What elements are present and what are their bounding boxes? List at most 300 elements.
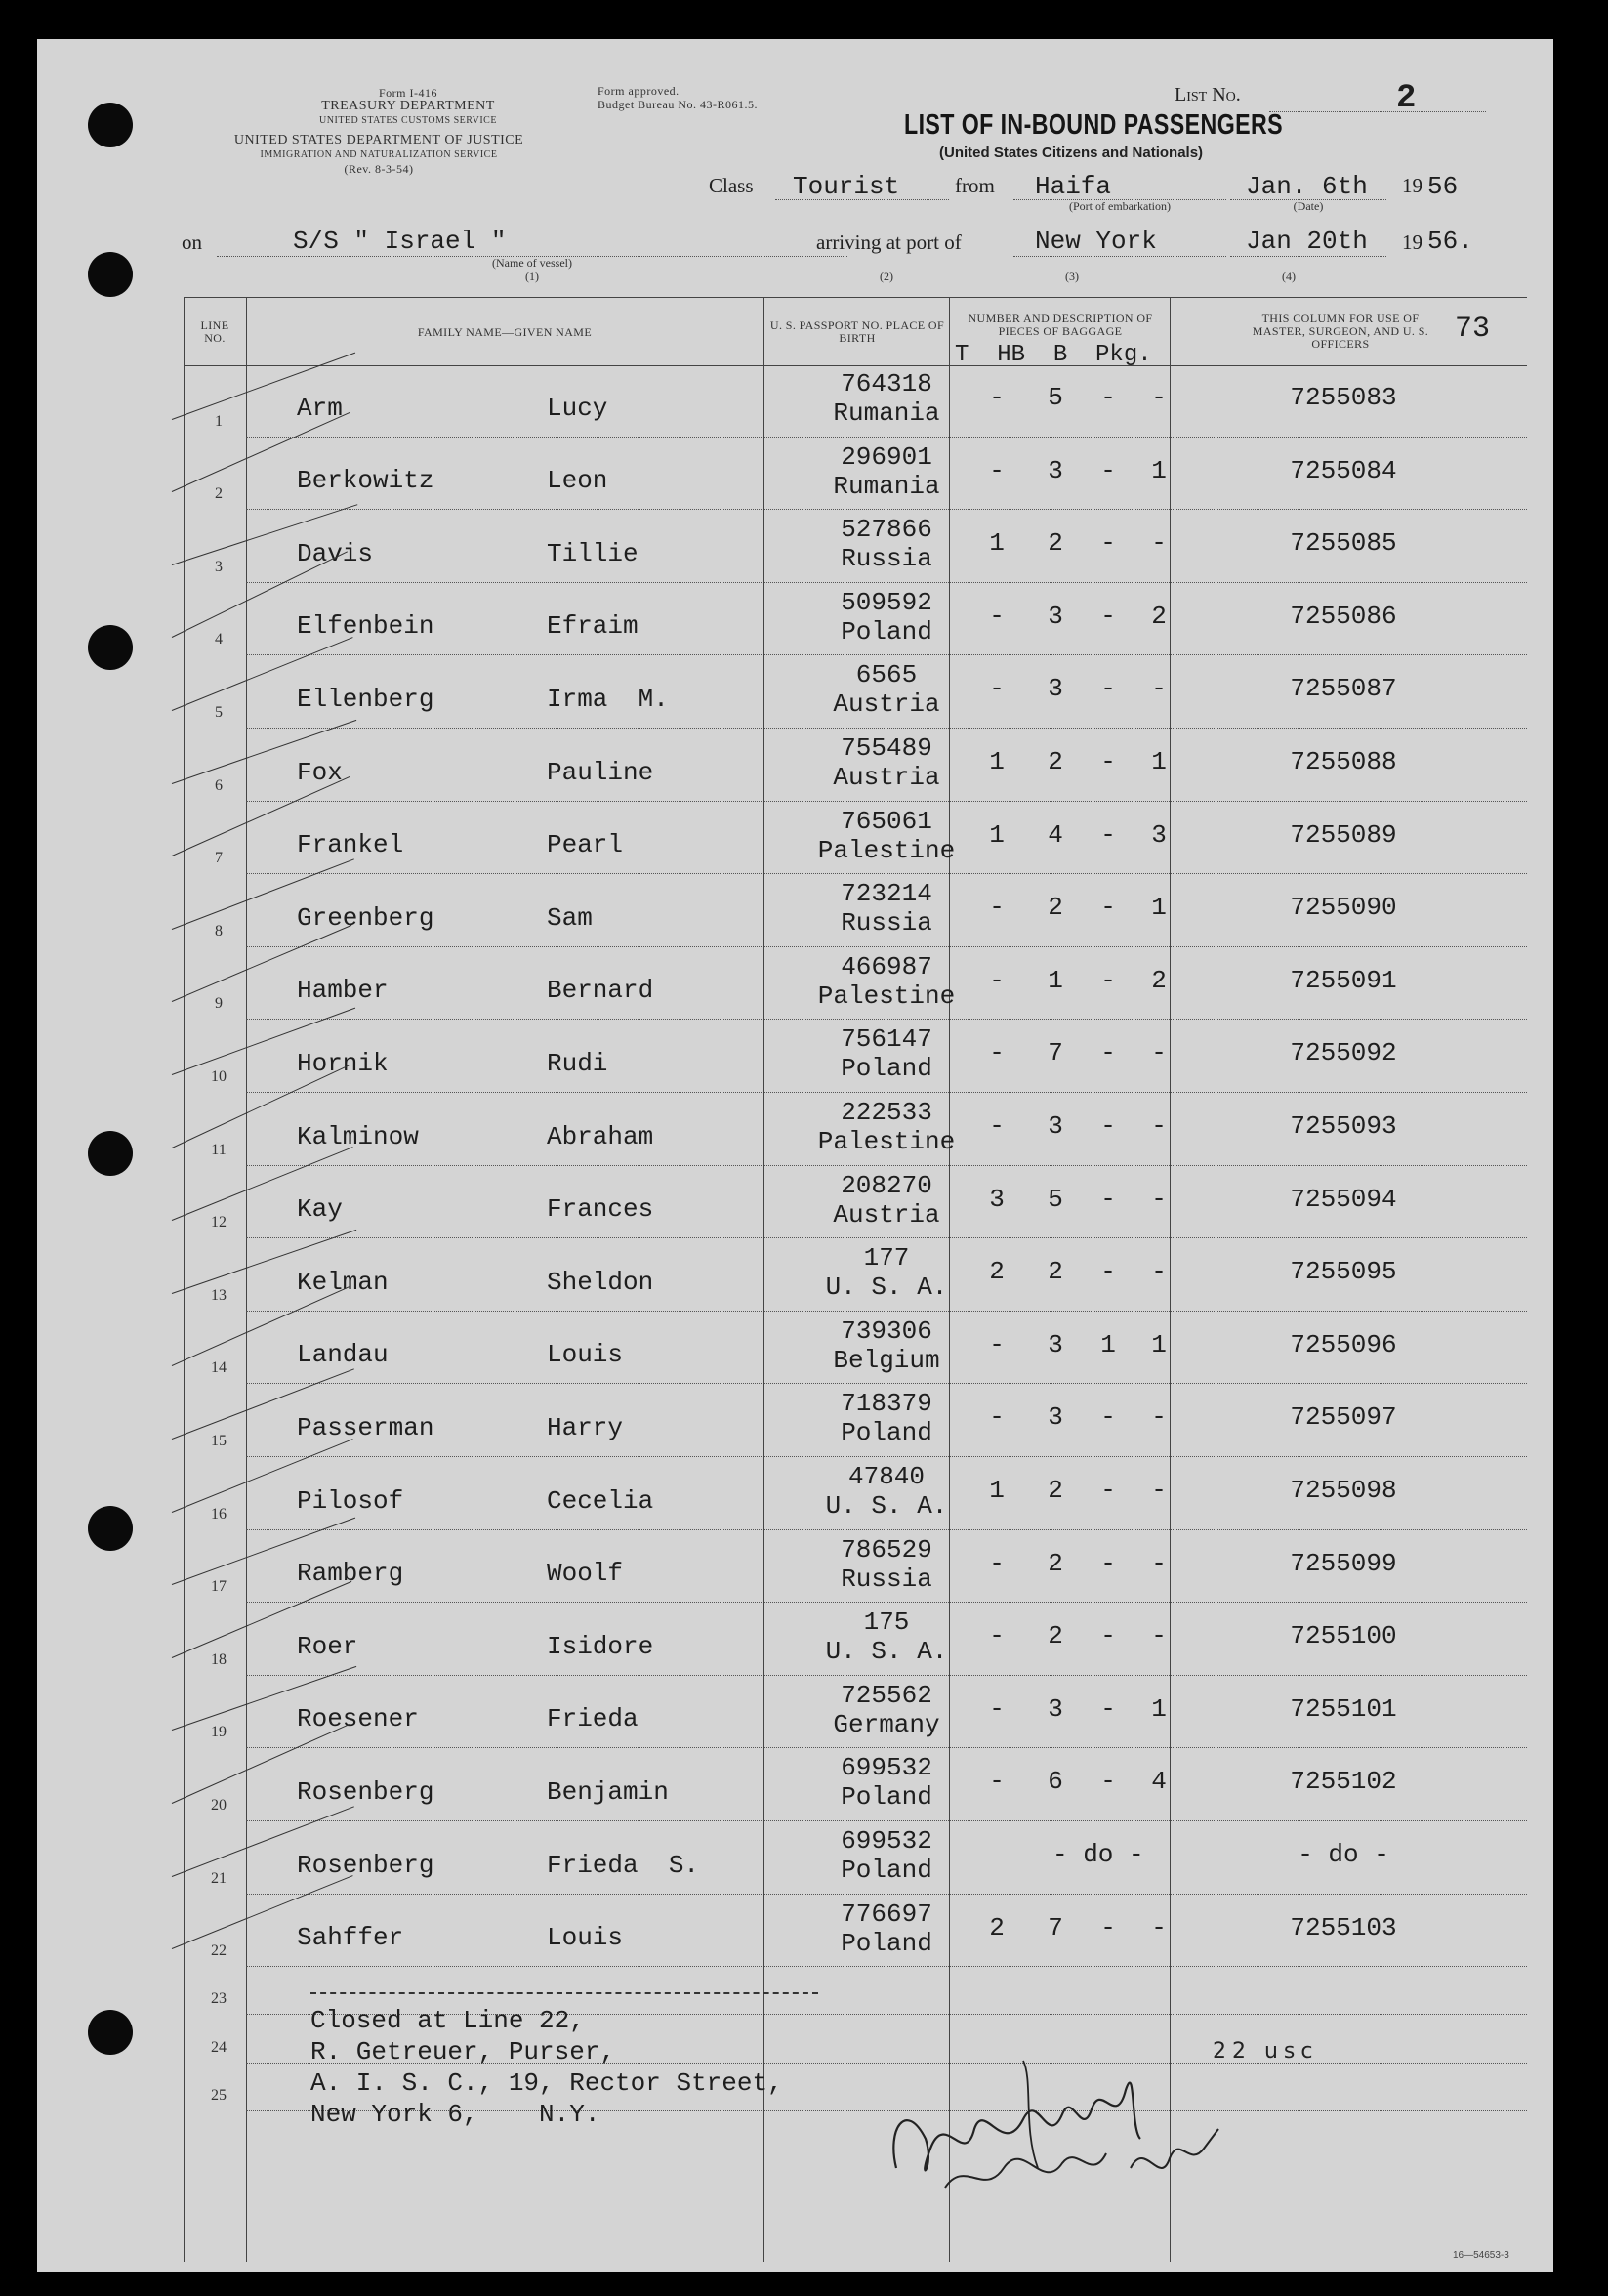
table-row: [37, 656, 1553, 730]
passport-number: 786529: [841, 1534, 932, 1565]
table-row: [37, 1313, 1553, 1386]
baggage-pkg: -: [1151, 383, 1167, 412]
baggage-pkg: -: [1151, 1548, 1167, 1578]
place-of-birth: Russia: [841, 1564, 932, 1594]
list-no-underline: [1269, 111, 1486, 112]
baggage-t: -: [989, 383, 1005, 412]
given-name: Pearl: [547, 830, 624, 860]
arriving-label: arriving at port of: [816, 230, 962, 254]
baggage-hb: 3: [1048, 1402, 1063, 1433]
place-of-birth: Germany: [833, 1709, 940, 1739]
baggage-pkg: 1: [1151, 747, 1167, 776]
baggage-b: -: [1100, 965, 1116, 995]
line-number: 14: [211, 1359, 227, 1377]
list-no-label: List No.: [1175, 84, 1241, 105]
row-divider: [246, 654, 1527, 655]
col-number-2: (2): [880, 270, 893, 283]
baggage-b: -: [1100, 893, 1116, 923]
place-of-birth: U. S. A.: [825, 1637, 948, 1667]
line-number: 25: [211, 2087, 227, 2105]
baggage-b: -: [1100, 1621, 1116, 1651]
passport-number: 765061: [841, 806, 932, 836]
given-name: Frances: [547, 1194, 654, 1225]
row-divider: [246, 1165, 1527, 1166]
family-name: Greenberg: [297, 902, 434, 933]
given-name: Irma M.: [547, 684, 669, 714]
officer-code: 7255099: [1290, 1548, 1397, 1578]
family-name: Rosenberg: [297, 1850, 434, 1880]
baggage-b: -: [1100, 1767, 1116, 1797]
given-name: Efraim: [547, 611, 639, 642]
given-name: Sheldon: [547, 1267, 654, 1297]
table-row: [37, 948, 1553, 1022]
baggage-t: -: [989, 1038, 1005, 1068]
family-name: Pilosof: [297, 1485, 404, 1516]
family-name: Hornik: [297, 1048, 389, 1078]
baggage-hb: 7: [1048, 1038, 1063, 1068]
given-name: Frieda: [547, 1704, 639, 1734]
baggage-hb: 3: [1048, 601, 1063, 631]
given-name: Woolf: [547, 1559, 624, 1589]
col-number-3: (3): [1065, 270, 1079, 283]
baggage-b: 1: [1100, 1329, 1116, 1359]
arrival-year: 56.: [1427, 227, 1473, 256]
closing-line-1: Closed at Line 22,: [310, 2006, 585, 2035]
baggage-pkg: -: [1151, 1184, 1167, 1214]
table-row: [37, 875, 1553, 948]
arrival-port: New York: [1035, 227, 1157, 256]
baggage-t: -: [989, 455, 1005, 485]
baggage-t: 2: [989, 1912, 1005, 1942]
line-no-header: LINE NO.: [200, 318, 229, 345]
row-divider: [246, 1894, 1527, 1895]
table-row: [37, 1385, 1553, 1458]
baggage-hb: 3: [1048, 455, 1063, 485]
baggage-b: -: [1100, 674, 1116, 704]
embarkation-date: Jan. 6th: [1246, 172, 1368, 201]
baggage-pkg: -: [1151, 1621, 1167, 1651]
given-name: Leon: [547, 466, 608, 496]
family-name: Landau: [297, 1340, 389, 1370]
baggage-header: NUMBER AND DESCRIPTION OF PIECES OF BAGGAGE: [968, 312, 1153, 338]
officer-code: 7255085: [1290, 528, 1397, 559]
table-row: [37, 1458, 1553, 1531]
baggage-t: 2: [989, 1257, 1005, 1287]
baggage-hb: 3: [1048, 1111, 1063, 1141]
baggage-t: -: [989, 1402, 1005, 1433]
given-name: Pauline: [547, 757, 654, 787]
baggage-t: 1: [989, 1476, 1005, 1505]
baggage-hb: 2: [1048, 528, 1063, 559]
officer-code: 7255087: [1290, 674, 1397, 704]
table-row: [37, 1604, 1553, 1677]
usc-annotation: 22 usc: [1213, 2039, 1319, 2064]
line-number: 3: [215, 558, 223, 575]
baggage-pkg: 1: [1151, 893, 1167, 923]
table-row: [37, 438, 1553, 512]
officer-code: 7255084: [1290, 455, 1397, 485]
family-name: Kelman: [297, 1267, 389, 1297]
table-row: [37, 511, 1553, 584]
row-divider: [246, 1237, 1527, 1238]
baggage-hb: 2: [1048, 1548, 1063, 1578]
baggage-pkg: -: [1151, 1257, 1167, 1287]
baggage-ditto: - do -: [1052, 1840, 1144, 1869]
baggage-pkg: -: [1151, 1111, 1167, 1141]
line-number: 20: [211, 1796, 227, 1814]
row-divider: [246, 728, 1527, 729]
officer-code: 7255096: [1290, 1329, 1397, 1359]
row-divider: [246, 1747, 1527, 1748]
baggage-hb: 2: [1048, 747, 1063, 776]
officer-code: 7255098: [1290, 1476, 1397, 1505]
table-row: [37, 1021, 1553, 1094]
baggage-b: -: [1100, 528, 1116, 559]
form-code: 16—54653-3: [1453, 2250, 1509, 2261]
given-name: Benjamin: [547, 1776, 669, 1807]
family-name: Elfenbein: [297, 611, 434, 642]
baggage-b: -: [1100, 1038, 1116, 1068]
officers-note: 73: [1455, 313, 1491, 346]
closing-line-4: New York 6, N.Y.: [310, 2100, 600, 2129]
baggage-t: -: [989, 1329, 1005, 1359]
from-label: from: [955, 174, 995, 197]
line-number: 12: [211, 1214, 227, 1231]
given-name: Rudi: [547, 1048, 608, 1078]
family-name: Arm: [297, 393, 343, 423]
baggage-pkg: 2: [1151, 965, 1167, 995]
place-of-birth: U. S. A.: [825, 1273, 948, 1303]
baggage-t: -: [989, 1111, 1005, 1141]
table-row: [37, 1749, 1553, 1822]
row-divider: [246, 1456, 1527, 1457]
baggage-b: -: [1100, 1476, 1116, 1505]
line-number: 10: [211, 1067, 227, 1085]
list-number: 2: [1396, 80, 1417, 117]
passport-number: 723214: [841, 879, 932, 909]
given-name: Sam: [547, 902, 593, 933]
place-of-birth: Austria: [833, 689, 940, 720]
row-divider: [246, 1311, 1527, 1312]
baggage-t: 1: [989, 747, 1005, 776]
baggage-pkg: -: [1151, 1476, 1167, 1505]
row-divider: [246, 873, 1527, 874]
ins-label: IMMIGRATION AND NATURALIZATION SERVICE: [260, 149, 498, 160]
officer-code: 7255100: [1290, 1621, 1397, 1651]
baggage-b: -: [1100, 455, 1116, 485]
officer-code: 7255092: [1290, 1038, 1397, 1068]
table-row: [37, 2016, 1553, 2064]
officer-code: 7255101: [1290, 1693, 1397, 1724]
baggage-hb: 3: [1048, 1329, 1063, 1359]
family-name: Roesener: [297, 1704, 419, 1734]
table-row: [37, 1531, 1553, 1605]
baggage-b: -: [1100, 1402, 1116, 1433]
passport-header: U. S. PASSPORT NO. PLACE OF BIRTH: [769, 318, 945, 345]
line-number: 15: [211, 1432, 227, 1449]
line-number: 24: [211, 2038, 227, 2056]
embarkation-caption: (Port of embarkation): [1069, 199, 1171, 213]
passport-number: 764318: [841, 369, 932, 398]
line-number: 8: [215, 922, 223, 939]
officer-code: 7255089: [1290, 819, 1397, 850]
baggage-pkg: -: [1151, 1038, 1167, 1068]
place-of-birth: Poland: [841, 1054, 932, 1084]
vessel-name: S/S " Israel ": [293, 227, 507, 256]
baggage-t: -: [989, 965, 1005, 995]
officer-code: 7255103: [1290, 1912, 1397, 1942]
budget-bureau: Budget Bureau No. 43-R061.5.: [598, 98, 758, 111]
line-number: 6: [215, 776, 223, 794]
handwritten-signature: [877, 2022, 1287, 2217]
baggage-pkg: 4: [1151, 1767, 1167, 1797]
passport-number: 756147: [841, 1024, 932, 1055]
passenger-manifest-page: [37, 39, 1553, 2272]
vessel-caption: (Name of vessel): [492, 256, 572, 270]
given-name: Frieda S.: [547, 1850, 700, 1880]
baggage-b: -: [1100, 1693, 1116, 1724]
baggage-pkg: -: [1151, 528, 1167, 559]
family-name: Passerman: [297, 1412, 434, 1442]
row-divider: [246, 582, 1527, 583]
officers-header: THIS COLUMN FOR USE OF MASTER, SURGEON, AND U. S. OFFICERS: [1252, 312, 1429, 351]
row-divider: [246, 801, 1527, 802]
baggage-t: 1: [989, 819, 1005, 850]
page-subtitle: (United States Citizens and Nationals): [939, 145, 1204, 161]
family-name: Berkowitz: [297, 466, 434, 496]
baggage-hb: 2: [1048, 893, 1063, 923]
place-of-birth: Palestine: [817, 981, 956, 1011]
row-divider: [246, 1383, 1527, 1384]
line-number: 1: [215, 412, 223, 430]
baggage-b: -: [1100, 747, 1116, 776]
passport-number: 699532: [841, 1753, 932, 1783]
passport-number: 739306: [841, 1315, 932, 1346]
row-divider: [246, 1019, 1527, 1020]
place-of-birth: Austria: [833, 1199, 940, 1230]
baggage-pkg: 3: [1151, 819, 1167, 850]
passport-number: 177: [863, 1243, 910, 1273]
place-of-birth: Poland: [841, 1782, 932, 1813]
class-label: Class: [709, 174, 754, 197]
officer-code: 7255102: [1290, 1767, 1397, 1797]
baggage-pkg: 1: [1151, 1693, 1167, 1724]
officer-code: 7255093: [1290, 1111, 1397, 1141]
port-of-embarkation: Haifa: [1035, 172, 1112, 201]
given-name: Cecelia: [547, 1485, 654, 1516]
arrival-year-prefix: 19: [1402, 230, 1422, 254]
row-divider: [246, 509, 1527, 510]
table-row: [37, 1677, 1553, 1750]
officer-code: 7255097: [1290, 1402, 1397, 1433]
passport-number: 466987: [841, 951, 932, 981]
port-underline: [1013, 256, 1226, 257]
table-row: [37, 2065, 1553, 2112]
baggage-t: -: [989, 601, 1005, 631]
given-name: Abraham: [547, 1121, 654, 1151]
row-divider: [246, 946, 1527, 947]
place-of-birth: Poland: [841, 1856, 932, 1885]
baggage-b: -: [1100, 819, 1116, 850]
row-divider: [246, 1820, 1527, 1821]
baggage-t: -: [989, 1621, 1005, 1651]
given-name: Louis: [547, 1923, 624, 1953]
line-number: 17: [211, 1578, 227, 1596]
baggage-t: 1: [989, 528, 1005, 559]
passport-number: 6565: [855, 660, 918, 690]
family-name: Davis: [297, 538, 374, 568]
line-number: 4: [215, 631, 223, 648]
place-of-birth: U. S. A.: [825, 1491, 948, 1521]
page-title: LIST OF IN-BOUND PASSENGERS: [904, 109, 1284, 141]
passport-number: 776697: [841, 1899, 932, 1929]
passport-number: 527866: [841, 515, 932, 545]
place-of-birth: Russia: [841, 544, 932, 574]
row-divider: [246, 1675, 1527, 1676]
row-divider: [246, 1092, 1527, 1093]
table-row: [37, 1167, 1553, 1240]
table-row: [37, 803, 1553, 876]
baggage-b: -: [1100, 1912, 1116, 1942]
line-number: 7: [215, 850, 223, 867]
table-row: [37, 1239, 1553, 1313]
line-number: 5: [215, 703, 223, 721]
closing-line-2: R. Getreuer, Purser,: [310, 2037, 616, 2066]
place-of-birth: Poland: [841, 1418, 932, 1448]
form-approved: Form approved.: [598, 84, 680, 98]
line-number: 23: [211, 1990, 227, 2008]
baggage-t: -: [989, 1548, 1005, 1578]
place-of-birth: Rumania: [833, 471, 940, 501]
baggage-b: -: [1100, 383, 1116, 412]
place-of-birth: Belgium: [833, 1345, 940, 1375]
revision-label: (Rev. 8-3-54): [344, 162, 414, 176]
place-of-birth: Poland: [841, 616, 932, 647]
officer-code: 7255091: [1290, 965, 1397, 995]
baggage-subheader: T HB B Pkg.: [955, 342, 1152, 368]
col-number-1: (1): [525, 270, 539, 283]
given-name: Louis: [547, 1340, 624, 1370]
line-number: 19: [211, 1724, 227, 1741]
baggage-hb: 2: [1048, 1257, 1063, 1287]
passport-number: 718379: [841, 1389, 932, 1419]
passport-number: 47840: [847, 1462, 925, 1491]
baggage-t: -: [989, 1693, 1005, 1724]
given-name: Bernard: [547, 976, 654, 1006]
line-number: 21: [211, 1869, 227, 1887]
on-label: on: [182, 230, 202, 254]
year-prefix: 19: [1402, 174, 1422, 197]
officer-code: 7255083: [1290, 383, 1397, 412]
baggage-pkg: -: [1151, 674, 1167, 704]
baggage-t: 3: [989, 1184, 1005, 1214]
given-name: Harry: [547, 1412, 624, 1442]
baggage-pkg: 1: [1151, 1329, 1167, 1359]
officer-code: 7255086: [1290, 601, 1397, 631]
officer-code: 7255095: [1290, 1257, 1397, 1287]
row-divider: [246, 1529, 1527, 1530]
embarkation-year: 56: [1427, 172, 1459, 201]
officer-code: 7255088: [1290, 747, 1397, 776]
baggage-hb: 2: [1048, 1621, 1063, 1651]
family-name: Frankel: [297, 830, 404, 860]
line-number: 13: [211, 1286, 227, 1304]
arrival-date-underline: [1230, 256, 1386, 257]
closing-separator: [310, 1992, 818, 1994]
given-name: Isidore: [547, 1631, 654, 1661]
place-of-birth: Russia: [841, 908, 932, 939]
baggage-hb: 7: [1048, 1912, 1063, 1942]
table-row: [37, 730, 1553, 803]
baggage-t: -: [989, 674, 1005, 704]
officer-code: - do -: [1298, 1840, 1389, 1869]
line-number: 2: [215, 485, 223, 503]
baggage-b: -: [1100, 1257, 1116, 1287]
given-name: Lucy: [547, 393, 608, 423]
family-name: Rosenberg: [297, 1776, 434, 1807]
arrival-date: Jan 20th: [1246, 227, 1368, 256]
col-number-4: (4): [1282, 270, 1296, 283]
baggage-t: -: [989, 1767, 1005, 1797]
passport-number: 725562: [841, 1680, 932, 1710]
travel-class: Tourist: [793, 172, 900, 201]
family-name: Kalminow: [297, 1121, 419, 1151]
table-row: [37, 584, 1553, 657]
baggage-pkg: 1: [1151, 455, 1167, 485]
baggage-hb: 1: [1048, 965, 1063, 995]
baggage-hb: 4: [1048, 819, 1063, 850]
family-name: Fox: [297, 757, 343, 787]
officer-code: 7255090: [1290, 893, 1397, 923]
passport-number: 296901: [841, 441, 932, 472]
line-number: 16: [211, 1505, 227, 1523]
table-top-border: [184, 297, 1527, 298]
customs-service: UNITED STATES CUSTOMS SERVICE: [319, 115, 497, 126]
baggage-b: -: [1100, 1111, 1116, 1141]
baggage-hb: 3: [1048, 1693, 1063, 1724]
name-header: FAMILY NAME—GIVEN NAME: [417, 325, 593, 339]
treasury-department: TREASURY DEPARTMENT: [321, 99, 495, 113]
place-of-birth: Poland: [841, 1928, 932, 1958]
family-name: Hamber: [297, 976, 389, 1006]
baggage-hb: 2: [1048, 1476, 1063, 1505]
baggage-hb: 3: [1048, 674, 1063, 704]
baggage-b: -: [1100, 1184, 1116, 1214]
closing-line-3: A. I. S. C., 19, Rector Street,: [310, 2068, 783, 2098]
passport-number: 222533: [841, 1098, 932, 1127]
baggage-hb: 6: [1048, 1767, 1063, 1797]
row-divider: [246, 437, 1527, 438]
baggage-pkg: -: [1151, 1912, 1167, 1942]
place-of-birth: Palestine: [817, 1127, 956, 1156]
family-name: Ellenberg: [297, 684, 434, 714]
baggage-t: -: [989, 893, 1005, 923]
passport-number: 208270: [841, 1170, 932, 1200]
line-number: 9: [215, 995, 223, 1013]
place-of-birth: Palestine: [817, 835, 956, 865]
table-row: [37, 1094, 1553, 1167]
baggage-pkg: -: [1151, 1402, 1167, 1433]
row-divider: [246, 1602, 1527, 1603]
table-row: [37, 365, 1553, 438]
form-number: Form I-416: [379, 86, 437, 100]
baggage-pkg: 2: [1151, 601, 1167, 631]
date-caption: (Date): [1293, 199, 1324, 213]
passport-number: 175: [863, 1607, 910, 1638]
punch-hole: [88, 252, 133, 297]
baggage-hb: 5: [1048, 1184, 1063, 1214]
given-name: Tillie: [547, 538, 639, 568]
